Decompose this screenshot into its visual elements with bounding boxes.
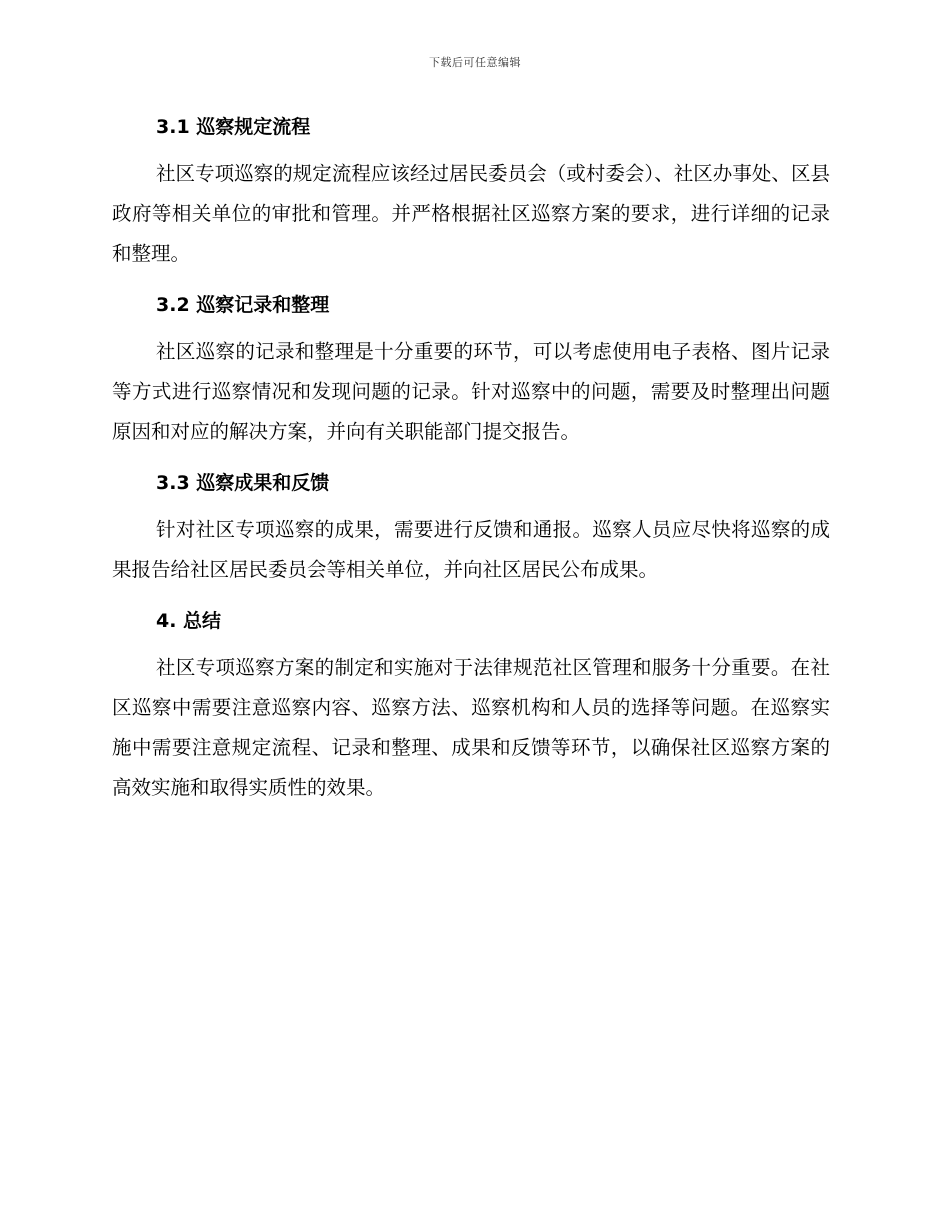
- section-4: [112, 602, 830, 808]
- section-paragraph: 社区巡察的记录和整理是十分重要的环节，可以考虑使用电子表格、图片记录等方式进行巡察情况和发现问题的记录。针对巡察中的问题，需要及时整理出问题原因和对应的解决方案，并向有关职能部门提交报告。: [112, 340, 830, 443]
- page-header: 下载后可任意编辑: [429, 56, 521, 69]
- section-heading: 4. 总结: [156, 610, 222, 632]
- section-paragraph: 社区专项巡察方案的制定和实施对于法律规范社区管理和服务十分重要。在社区巡察中需要注意巡察内容、巡察方法、巡察机构和人员的选择等问题。在巡察实施中需要注意规定流程、记录和整理、成果和反馈等环节，以确保社区巡察方案的高效实施和取得实质性的效果。: [112, 656, 830, 799]
- section-heading: 3.1 巡察规定流程: [156, 116, 311, 138]
- section-paragraph: 社区专项巡察的规定流程应该经过居民委员会（或村委会）、社区办事处、区县政府等相关单位的审批和管理。并严格根据社区巡察方案的要求，进行详细的记录和整理。: [112, 162, 830, 265]
- section-3-2: [112, 286, 830, 452]
- section-3-1: [112, 108, 830, 274]
- section-3-3: [112, 464, 830, 590]
- section-heading: 3.2 巡察记录和整理: [156, 294, 330, 316]
- section-paragraph: 针对社区专项巡察的成果，需要进行反馈和通报。巡察人员应尽快将巡察的成果报告给社区居民委员会等相关单位，并向社区居民公布成果。: [112, 518, 830, 581]
- section-heading: 3.3 巡察成果和反馈: [156, 472, 330, 494]
- document-body: [112, 108, 830, 820]
